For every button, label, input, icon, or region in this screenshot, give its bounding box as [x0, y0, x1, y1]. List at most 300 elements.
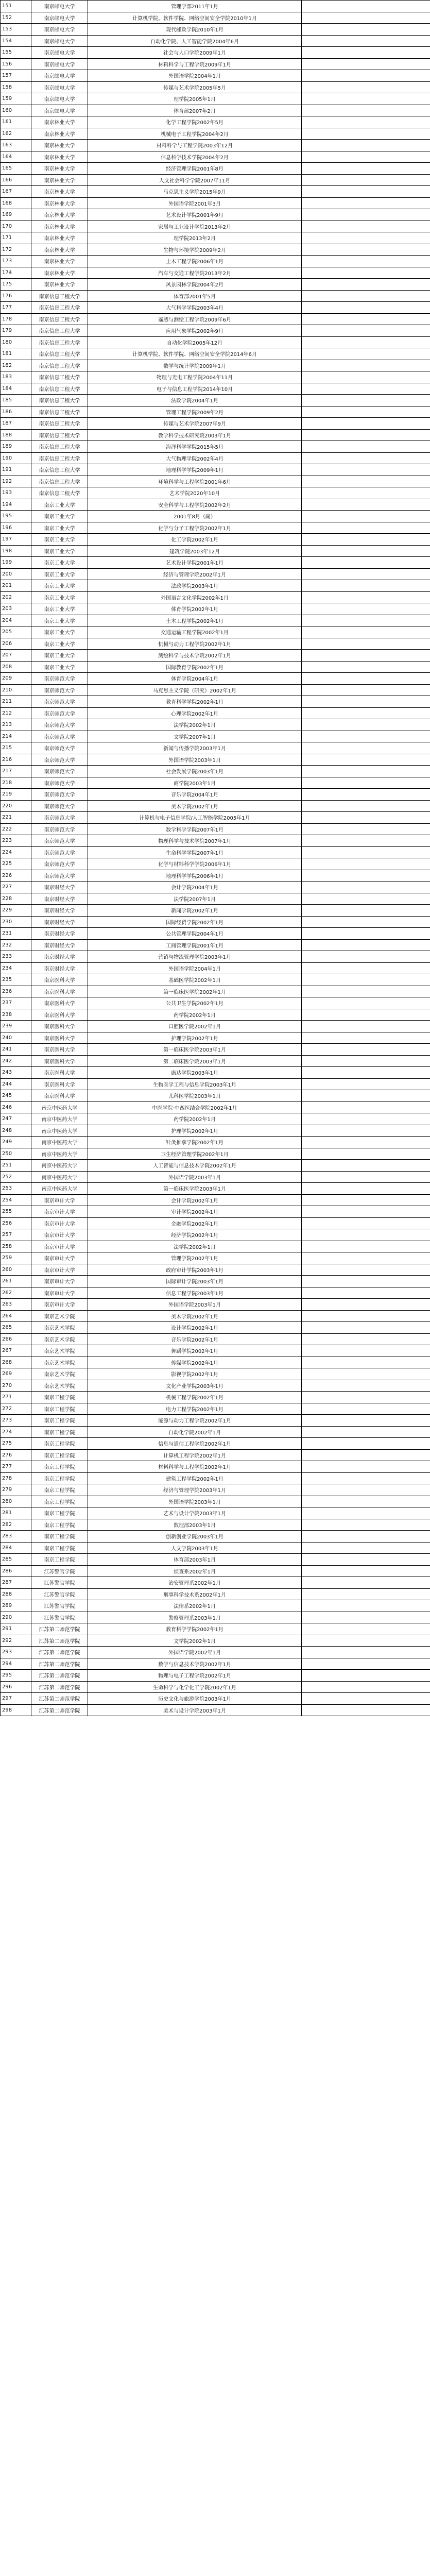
empty-cell — [302, 650, 430, 662]
row-number-cell: 264 — [1, 1310, 31, 1322]
unit-cell: 基础医学院2002年1月 — [88, 974, 302, 986]
empty-cell — [302, 128, 430, 140]
unit-cell: 生物与环境学院2009年2月 — [88, 244, 302, 256]
unit-cell: 公共卫生学院2002年1月 — [88, 997, 302, 1009]
row-number-cell: 232 — [1, 939, 31, 951]
table-row — [1, 974, 430, 986]
unit-cell: 国际教育学院2002年1月 — [88, 661, 302, 673]
school-cell: 南京工业大学 — [31, 499, 88, 511]
table-row — [1, 81, 430, 93]
school-cell: 南京邮电大学 — [31, 1, 88, 12]
empty-cell — [302, 835, 430, 847]
empty-cell — [302, 499, 430, 511]
school-cell: 南京医科大学 — [31, 974, 88, 986]
empty-cell — [302, 1449, 430, 1461]
unit-cell: 体育部2001年5月 — [88, 290, 302, 302]
school-cell: 南京审计大学 — [31, 1299, 88, 1311]
row-number-cell: 252 — [1, 1171, 31, 1183]
unit-cell: 土木工程学院2002年1月 — [88, 615, 302, 626]
unit-cell: 材料科学与工程学院2009年1月 — [88, 58, 302, 70]
empty-cell — [302, 1206, 430, 1218]
row-number-cell: 157 — [1, 70, 31, 82]
row-number-cell: 205 — [1, 626, 31, 638]
unit-cell: 经济与管理学院2003年1月 — [88, 1484, 302, 1496]
table-row — [1, 591, 430, 603]
empty-cell — [302, 1044, 430, 1056]
unit-cell: 工商管理学院2001年1月 — [88, 939, 302, 951]
table-row — [1, 557, 430, 569]
table-row — [1, 1067, 430, 1079]
empty-cell — [302, 626, 430, 638]
row-number-cell: 179 — [1, 325, 31, 337]
table-row — [1, 603, 430, 615]
school-cell: 南京师范大学 — [31, 846, 88, 858]
table-row — [1, 626, 430, 638]
empty-cell — [302, 1392, 430, 1403]
school-cell: 南京工程学院 — [31, 1496, 88, 1507]
row-number-cell: 196 — [1, 522, 31, 534]
school-cell: 南京师范大学 — [31, 858, 88, 870]
empty-cell — [302, 893, 430, 905]
school-cell: 南京医科大学 — [31, 1090, 88, 1102]
empty-cell — [302, 1554, 430, 1566]
empty-cell — [302, 1496, 430, 1507]
table-row — [1, 1531, 430, 1543]
school-cell: 南京中医药大学 — [31, 1137, 88, 1148]
row-number-cell: 200 — [1, 568, 31, 580]
unit-cell: 法政学院2004年1月 — [88, 395, 302, 406]
table-row — [1, 128, 430, 140]
empty-cell — [302, 1264, 430, 1276]
unit-cell: 交通运输工程学院2002年1月 — [88, 626, 302, 638]
unit-cell: 数学与统计学院2009年1月 — [88, 360, 302, 371]
empty-cell — [302, 1415, 430, 1427]
table-row — [1, 105, 430, 116]
empty-cell — [302, 406, 430, 418]
school-cell: 南京信息工程大学 — [31, 395, 88, 406]
table-row — [1, 835, 430, 847]
empty-cell — [302, 1125, 430, 1137]
row-number-cell: 263 — [1, 1299, 31, 1311]
unit-cell: 信息工程学院2003年1月 — [88, 1287, 302, 1299]
row-number-cell: 284 — [1, 1542, 31, 1554]
unit-cell: 经济学院2002年1月 — [88, 1229, 302, 1241]
empty-cell — [302, 707, 430, 719]
empty-cell — [302, 1658, 430, 1670]
school-cell: 南京医科大学 — [31, 1009, 88, 1021]
unit-cell: 教育科学学院2002年1月 — [88, 696, 302, 708]
empty-cell — [302, 81, 430, 93]
school-cell: 南京林业大学 — [31, 163, 88, 175]
unit-cell: 海洋科学学院2015年5月 — [88, 441, 302, 453]
empty-cell — [302, 858, 430, 870]
school-cell: 江苏第二师范学院 — [31, 1623, 88, 1635]
empty-cell — [302, 1333, 430, 1345]
empty-cell — [302, 70, 430, 82]
row-number-cell: 266 — [1, 1333, 31, 1345]
table-row — [1, 24, 430, 36]
school-cell: 南京艺术学院 — [31, 1380, 88, 1392]
school-cell: 南京审计大学 — [31, 1264, 88, 1276]
empty-cell — [302, 1623, 430, 1635]
unit-cell: 法学院2002年1月 — [88, 719, 302, 731]
table-row — [1, 1310, 430, 1322]
unit-cell: 体育部2007年2月 — [88, 105, 302, 116]
table-row — [1, 1670, 430, 1682]
empty-cell — [302, 256, 430, 267]
school-cell: 南京工程学院 — [31, 1438, 88, 1450]
unit-cell: 第二临床医学院2003年1月 — [88, 1055, 302, 1067]
row-number-cell: 230 — [1, 916, 31, 928]
unit-cell: 人工智能与信息技术学院2002年1月 — [88, 1160, 302, 1172]
school-cell: 南京艺术学院 — [31, 1333, 88, 1345]
table-row — [1, 209, 430, 221]
unit-cell: 教学科学技术研究院2003年1月 — [88, 429, 302, 441]
unit-cell: 第一临床医学院2003年1月 — [88, 1044, 302, 1056]
school-cell: 南京工程学院 — [31, 1449, 88, 1461]
school-cell: 南京师范大学 — [31, 754, 88, 766]
school-cell: 南京邮电大学 — [31, 105, 88, 116]
row-number-cell: 290 — [1, 1612, 31, 1623]
unit-cell: 外国语学院2004年1月 — [88, 70, 302, 82]
unit-cell: 计算机工程学院2002年1月 — [88, 1449, 302, 1461]
empty-cell — [302, 1183, 430, 1195]
empty-cell — [302, 580, 430, 592]
unit-cell: 第一临床医学院2002年1月 — [88, 986, 302, 997]
table-row — [1, 1600, 430, 1612]
unit-cell: 物理与电子工程学院2002年1月 — [88, 1670, 302, 1682]
empty-cell — [302, 244, 430, 256]
unit-cell: 教育科学学院2002年1月 — [88, 1623, 302, 1635]
table-row — [1, 244, 430, 256]
table-row — [1, 418, 430, 430]
unit-cell: 自动化学院2005年12月 — [88, 336, 302, 348]
row-number-cell: 296 — [1, 1681, 31, 1693]
row-number-cell: 241 — [1, 1044, 31, 1056]
row-number-cell: 257 — [1, 1229, 31, 1241]
table-row — [1, 1588, 430, 1600]
table-row — [1, 707, 430, 719]
row-number-cell: 175 — [1, 279, 31, 291]
row-number-cell: 235 — [1, 974, 31, 986]
empty-cell — [302, 742, 430, 754]
row-number-cell: 152 — [1, 12, 31, 24]
school-cell: 南京林业大学 — [31, 140, 88, 151]
row-number-cell: 220 — [1, 800, 31, 812]
table-row — [1, 1206, 430, 1218]
empty-cell — [302, 360, 430, 371]
school-cell: 南京审计大学 — [31, 1241, 88, 1252]
empty-cell — [302, 789, 430, 801]
empty-cell — [302, 1310, 430, 1322]
empty-cell — [302, 383, 430, 395]
school-cell: 南京审计大学 — [31, 1229, 88, 1241]
unit-cell: 大气物理学院2002年4月 — [88, 452, 302, 464]
empty-cell — [302, 1148, 430, 1160]
unit-cell: 传媒与艺术学院2007年9月 — [88, 418, 302, 430]
empty-cell — [302, 1670, 430, 1682]
row-number-cell: 193 — [1, 487, 31, 499]
unit-cell: 遥感与测绘工程学院2009年6月 — [88, 313, 302, 325]
unit-cell: 法律系2002年1月 — [88, 1600, 302, 1612]
empty-cell — [302, 1612, 430, 1623]
row-number-cell: 262 — [1, 1287, 31, 1299]
school-cell: 南京林业大学 — [31, 221, 88, 232]
empty-cell — [302, 846, 430, 858]
school-cell: 南京邮电大学 — [31, 35, 88, 47]
school-cell: 南京师范大学 — [31, 800, 88, 812]
unit-cell: 法学院2007年1月 — [88, 893, 302, 905]
table-row — [1, 476, 430, 487]
school-cell: 南京工业大学 — [31, 626, 88, 638]
school-cell: 南京工程学院 — [31, 1554, 88, 1566]
table-row — [1, 452, 430, 464]
empty-cell — [302, 997, 430, 1009]
unit-cell: 现代邮政学院2010年1月 — [88, 24, 302, 36]
school-cell: 南京邮电大学 — [31, 93, 88, 105]
table-row — [1, 812, 430, 824]
school-cell: 南京工程学院 — [31, 1507, 88, 1519]
row-number-cell: 186 — [1, 406, 31, 418]
row-number-cell: 163 — [1, 140, 31, 151]
table-row — [1, 267, 430, 279]
empty-cell — [302, 1287, 430, 1299]
school-cell: 南京邮电大学 — [31, 47, 88, 59]
school-cell: 南京林业大学 — [31, 116, 88, 128]
row-number-cell: 216 — [1, 754, 31, 766]
school-cell: 南京审计大学 — [31, 1276, 88, 1287]
unit-cell: 传媒学院2002年1月 — [88, 1357, 302, 1368]
row-number-cell: 274 — [1, 1426, 31, 1438]
empty-cell — [302, 1345, 430, 1357]
unit-cell: 家居与工业设计学院2013年2月 — [88, 221, 302, 232]
school-cell: 南京师范大学 — [31, 823, 88, 835]
empty-cell — [302, 302, 430, 314]
table-row — [1, 1658, 430, 1670]
table-row — [1, 93, 430, 105]
table-row — [1, 429, 430, 441]
unit-cell: 环境科学与工程学院2001年6月 — [88, 476, 302, 487]
row-number-cell: 209 — [1, 673, 31, 685]
unit-cell: 机械工程学院2002年1月 — [88, 1392, 302, 1403]
table-row — [1, 1229, 430, 1241]
row-number-cell: 259 — [1, 1252, 31, 1264]
school-cell: 江苏第二师范学院 — [31, 1681, 88, 1693]
table-row — [1, 1368, 430, 1380]
table-row — [1, 140, 430, 151]
empty-cell — [302, 24, 430, 36]
unit-cell: 治安管理系2002年1月 — [88, 1577, 302, 1589]
unit-cell: 大气科学学院2003年4月 — [88, 302, 302, 314]
table-row — [1, 151, 430, 163]
empty-cell — [302, 1, 430, 12]
school-cell: 南京工业大学 — [31, 661, 88, 673]
school-cell: 南京医科大学 — [31, 1078, 88, 1090]
row-number-cell: 171 — [1, 232, 31, 244]
table-row — [1, 823, 430, 835]
empty-cell — [302, 603, 430, 615]
table-row — [1, 1171, 430, 1183]
table-row — [1, 336, 430, 348]
row-number-cell: 181 — [1, 348, 31, 360]
empty-cell — [302, 105, 430, 116]
empty-cell — [302, 951, 430, 963]
empty-cell — [302, 696, 430, 708]
table-row — [1, 673, 430, 685]
unit-cell: 管理学院2002年1月 — [88, 1252, 302, 1264]
empty-cell — [302, 429, 430, 441]
table-row — [1, 1299, 430, 1311]
unit-cell: 侦查系2002年1月 — [88, 1565, 302, 1577]
table-row — [1, 1449, 430, 1461]
table-row — [1, 1, 430, 12]
empty-cell — [302, 1531, 430, 1543]
empty-cell — [302, 986, 430, 997]
school-cell: 南京林业大学 — [31, 267, 88, 279]
school-cell: 南京财经大学 — [31, 882, 88, 893]
school-cell: 南京审计大学 — [31, 1287, 88, 1299]
row-number-cell: 166 — [1, 174, 31, 186]
empty-cell — [302, 1704, 430, 1716]
table-row — [1, 1623, 430, 1635]
row-number-cell: 261 — [1, 1276, 31, 1287]
row-number-cell: 198 — [1, 545, 31, 557]
row-number-cell: 204 — [1, 615, 31, 626]
row-number-cell: 208 — [1, 661, 31, 673]
empty-cell — [302, 939, 430, 951]
table-row — [1, 232, 430, 244]
unit-cell: 社会发展学院2003年1月 — [88, 766, 302, 777]
unit-cell: 化学与分子工程学院2002年1月 — [88, 522, 302, 534]
table-row — [1, 1055, 430, 1067]
row-number-cell: 222 — [1, 823, 31, 835]
row-number-cell: 228 — [1, 893, 31, 905]
row-number-cell: 214 — [1, 731, 31, 742]
unit-cell: 物理与光电工程学院2004年11月 — [88, 371, 302, 383]
unit-cell: 自动化学院2002年1月 — [88, 1426, 302, 1438]
row-number-cell: 237 — [1, 997, 31, 1009]
table-row — [1, 1635, 430, 1647]
empty-cell — [302, 534, 430, 546]
school-cell: 南京师范大学 — [31, 684, 88, 696]
empty-cell — [302, 1588, 430, 1600]
row-number-cell: 282 — [1, 1519, 31, 1531]
row-number-cell: 188 — [1, 429, 31, 441]
school-cell: 南京信息工程大学 — [31, 418, 88, 430]
row-number-cell: 187 — [1, 418, 31, 430]
row-number-cell: 203 — [1, 603, 31, 615]
unit-cell: 马克思主义学院（研究）2002年1月 — [88, 684, 302, 696]
row-number-cell: 195 — [1, 511, 31, 522]
table-row — [1, 1021, 430, 1032]
school-cell: 南京工程学院 — [31, 1415, 88, 1427]
empty-cell — [302, 290, 430, 302]
empty-cell — [302, 719, 430, 731]
empty-cell — [302, 800, 430, 812]
row-number-cell: 201 — [1, 580, 31, 592]
table-row — [1, 1183, 430, 1195]
unit-cell: 人文社会科学学院2007年11月 — [88, 174, 302, 186]
row-number-cell: 173 — [1, 256, 31, 267]
unit-cell: 金融学院2002年1月 — [88, 1217, 302, 1229]
unit-cell: 材料科学与工程学院2002年1月 — [88, 1461, 302, 1473]
table-row — [1, 1693, 430, 1705]
row-number-cell: 184 — [1, 383, 31, 395]
table-row — [1, 1252, 430, 1264]
empty-cell — [302, 1426, 430, 1438]
school-cell: 江苏第二师范学院 — [31, 1647, 88, 1658]
unit-cell: 数理部2003年1月 — [88, 1519, 302, 1531]
school-cell: 南京中医药大学 — [31, 1171, 88, 1183]
table-row — [1, 395, 430, 406]
row-number-cell: 177 — [1, 302, 31, 314]
row-number-cell: 253 — [1, 1183, 31, 1195]
row-number-cell: 288 — [1, 1588, 31, 1600]
table-row — [1, 186, 430, 198]
empty-cell — [302, 313, 430, 325]
row-number-cell: 169 — [1, 209, 31, 221]
table-row — [1, 731, 430, 742]
empty-cell — [302, 1078, 430, 1090]
table-row — [1, 35, 430, 47]
school-cell: 南京信息工程大学 — [31, 313, 88, 325]
row-number-cell: 243 — [1, 1067, 31, 1079]
unit-cell: 理学院2013年2月 — [88, 232, 302, 244]
row-number-cell: 223 — [1, 835, 31, 847]
empty-cell — [302, 1241, 430, 1252]
unit-cell: 创新创业学院2003年1月 — [88, 1531, 302, 1543]
empty-cell — [302, 163, 430, 175]
row-number-cell: 180 — [1, 336, 31, 348]
row-number-cell: 280 — [1, 1496, 31, 1507]
unit-cell: 安全科学与工程学院2002年2月 — [88, 499, 302, 511]
row-number-cell: 183 — [1, 371, 31, 383]
school-cell: 江苏第二师范学院 — [31, 1635, 88, 1647]
empty-cell — [302, 151, 430, 163]
unit-cell: 政府审计学院2003年1月 — [88, 1264, 302, 1276]
table-row — [1, 256, 430, 267]
unit-cell: 心理学院2002年1月 — [88, 707, 302, 719]
unit-cell: 第一临床医学院2003年1月 — [88, 1183, 302, 1195]
table-row — [1, 174, 430, 186]
row-number-cell: 279 — [1, 1484, 31, 1496]
table-row — [1, 905, 430, 917]
row-number-cell: 273 — [1, 1415, 31, 1427]
unit-cell: 化学与材料科学学院2006年1月 — [88, 858, 302, 870]
unit-cell: 信息与通信工程学院2002年1月 — [88, 1438, 302, 1450]
row-number-cell: 202 — [1, 591, 31, 603]
school-cell: 江苏警官学院 — [31, 1577, 88, 1589]
unit-cell: 警察管理系2003年1月 — [88, 1612, 302, 1623]
empty-cell — [302, 1461, 430, 1473]
unit-cell: 药学院2002年1月 — [88, 1009, 302, 1021]
unit-cell: 新闻与传播学院2003年1月 — [88, 742, 302, 754]
row-number-cell: 270 — [1, 1380, 31, 1392]
school-cell: 南京林业大学 — [31, 151, 88, 163]
table-row — [1, 1484, 430, 1496]
row-number-cell: 242 — [1, 1055, 31, 1067]
table-row — [1, 441, 430, 453]
unit-cell: 电力工程学院2002年1月 — [88, 1403, 302, 1415]
empty-cell — [302, 12, 430, 24]
school-cell: 南京财经大学 — [31, 928, 88, 940]
school-cell: 南京信息工程大学 — [31, 325, 88, 337]
empty-cell — [302, 197, 430, 209]
unit-cell: 外国语学院2003年1月 — [88, 754, 302, 766]
school-cell: 南京邮电大学 — [31, 58, 88, 70]
row-number-cell: 176 — [1, 290, 31, 302]
unit-cell: 文学院2007年1月 — [88, 731, 302, 742]
